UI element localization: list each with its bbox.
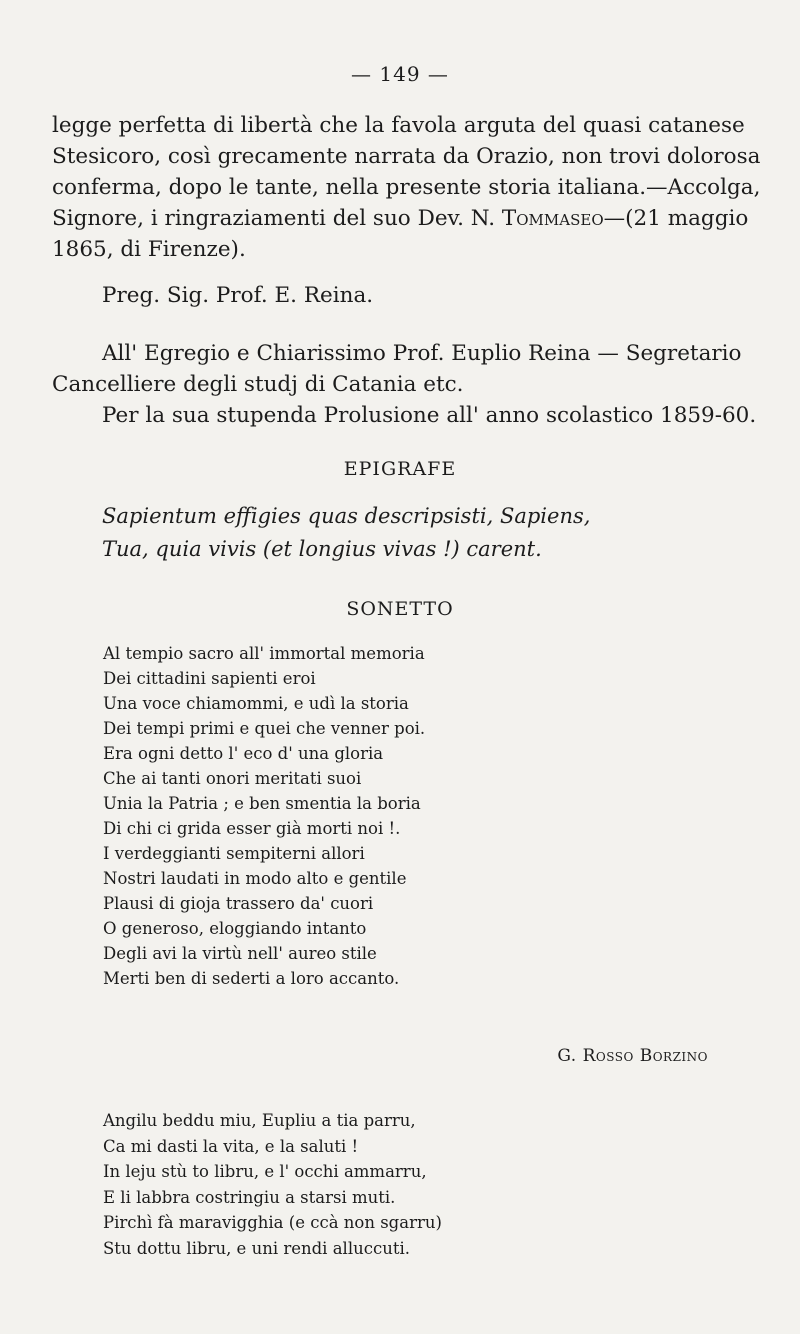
sonnet-line: Dei cittadini sapienti eroi [103,669,316,688]
dedication-address [52,338,757,431]
prose-line-4-a: Signore, i ringraziamenti del suo Dev. N. [52,206,502,231]
sonnet-line: Degli avi la virtù nell' aureo stile [103,944,377,963]
epigrafe-line-1: Sapientum effigies quas descripsisti, Sapiens, [102,504,591,528]
sonnet-line: O generoso, eloggiando intanto [103,919,367,938]
verse-line: E li labbra costringiu a starsi muti. [103,1187,396,1207]
prose-paragraph [52,110,761,265]
verse-line: Ca mi dasti la vita, e la saluti ! [103,1136,359,1156]
sonnet-line: Di chi ci grida esser già morti noi !. [103,819,401,838]
epigrafe-text [102,500,590,566]
prose-line-1: legge perfetta di libertà che la favola arguta del quasi catanese [52,113,745,138]
sonnet-line: Era ogni detto l' eco d' una gloria [103,744,384,763]
sonnet-line: Unia la Patria ; e ben smentia la boria [103,794,421,813]
author-tommaseo: Tommaseo [501,206,604,231]
sonnet-line: Al tempio sacro all' immortal memoria [103,644,425,663]
sonnet-line: Nostri laudati in modo alto e gentile [103,869,407,888]
address-line-2: Cancelliere degli studj di Catania etc. [52,372,464,397]
verse-line: In leju stù to libru, e l' occhi ammarru, [103,1162,427,1181]
verse-line: Angilu beddu miu, Eupliu a tia parru, [103,1111,416,1130]
salutation: Preg. Sig. Prof. E. Reina. [102,283,374,308]
sonnet-line: Che ai tanti onori meritati suoi [103,769,362,788]
verse-line: Stu dottu libru, e uni rendi alluccuti. [103,1238,410,1258]
prose-line-4 [52,203,749,234]
sonetto-title: SONETTO [346,598,454,620]
address-line-3: Per la sua stupenda Prolusione all' anno scolastico 1859-60. [102,403,757,428]
sonnet-line: Una voce chiamommi, e udì la storia [103,694,409,713]
prose-line-5: 1865, di Firenze). [52,237,246,262]
epigrafe-line-2: Tua, quia vivis (et longius vivas !) carent. [102,537,542,561]
sonnet-line: Plausi di gioja trassero da' cuori [103,894,374,913]
prose-line-3: conferma, dopo le tante, nella presente storia italiana.—Accolga, [52,175,761,200]
prose-line-4-c: —(21 maggio [603,206,749,231]
sonetto-poem [103,641,425,991]
sonnet-line: Dei tempi primi e quei che venner poi. [103,719,426,738]
address-line-1: All' Egregio e Chiarissimo Prof. Euplio Reina — Segretario [102,341,742,366]
epigrafe-title: EPIGRAFE [343,458,457,480]
sonnet-line: I verdeggianti sempiterni allori [103,844,365,863]
sicilian-verses [103,1108,442,1261]
verse-line: Pirchì fà maravigghia (e ccà non sgarru) [103,1213,442,1232]
prose-line-2: Stesicoro, così grecamente narrata da Orazio, non trovi dolorosa [52,144,761,169]
sonnet-author: G. Rosso Borzino [557,1046,708,1066]
sonnet-line: Merti ben di sederti a loro accanto. [103,969,400,988]
page-number: — 149 — [351,62,449,86]
